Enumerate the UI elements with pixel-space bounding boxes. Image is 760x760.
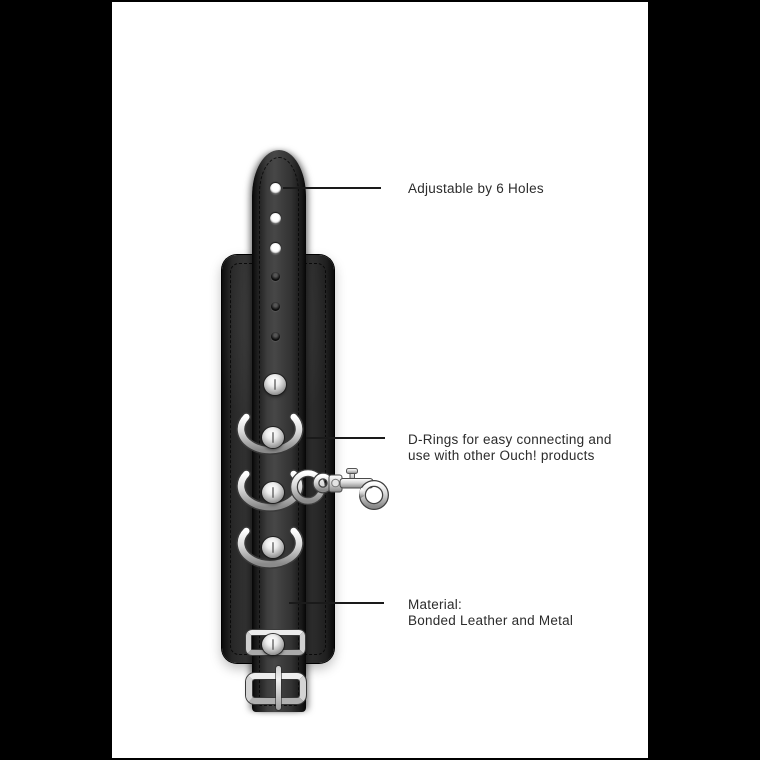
letterbox-left [0,0,112,760]
callout-material [408,597,573,628]
strap-hole [270,213,281,224]
callout-adjustable-text: Adjustable by 6 Holes [408,181,544,196]
strap-hole [271,272,280,281]
hook-gate [361,489,363,497]
callout-line-adjustable [283,187,381,189]
rivet [262,634,284,655]
strap-hole [270,183,281,194]
rivet [262,537,284,558]
callout-drings [408,432,612,463]
buckle-prong [276,666,281,710]
callout-drings-line1: D-Rings for easy connecting and [408,432,612,447]
rivet [264,374,286,395]
rivet [262,482,284,503]
strap-hole [270,243,281,254]
snap-hook [290,462,390,514]
letterbox-right [648,0,760,760]
white-canvas [112,2,648,758]
callout-adjustable [408,181,544,197]
callout-line-drings [306,437,385,439]
callout-drings-line2: use with other Ouch! products [408,447,595,463]
callout-line-material [289,602,384,604]
callout-material-line1: Material: [408,597,463,612]
rivet [262,427,284,448]
strap-hole [271,302,280,311]
callout-material-line2: Bonded Leather and Metal [408,612,574,628]
strap-hole [271,332,280,341]
